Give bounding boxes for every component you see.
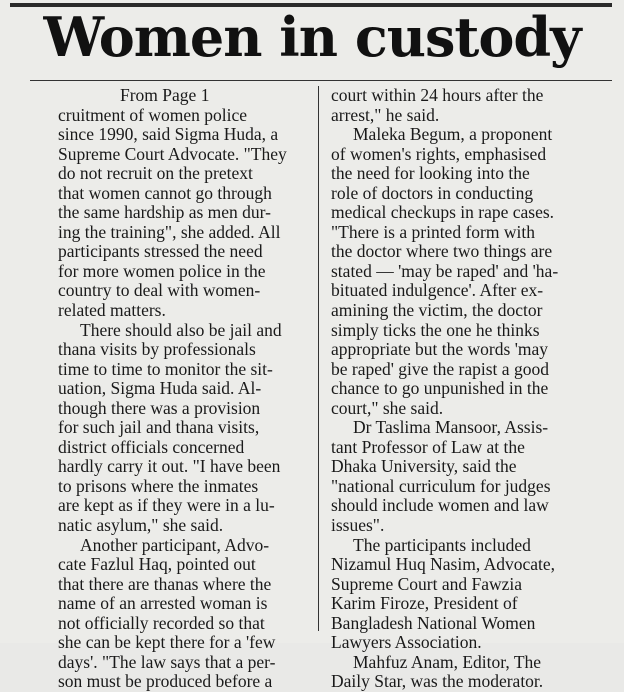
text-line: days'. "The law says that a per-	[58, 651, 276, 672]
text-line: Bangladesh National Women	[331, 612, 536, 633]
article-column-2	[331, 86, 603, 692]
headline: Women in custody	[43, 5, 581, 69]
text-line: she can be kept there for a 'few	[58, 632, 276, 653]
text-line: Daily Star, was the moderator.	[331, 671, 544, 692]
text-line: of women's rights, emphasised	[331, 143, 547, 164]
text-line: be raped' give the rapist a good	[331, 358, 549, 379]
text-line: cate Fazlul Haq, pointed out	[58, 554, 256, 575]
text-line: Another participant, Advo-	[80, 534, 270, 555]
text-line: Lawyers Association.	[331, 632, 482, 653]
text-line: Dr Taslima Mansoor, Assis-	[353, 417, 549, 438]
text-line: hardly carry it out. "I have been	[58, 456, 281, 477]
text-line: There should also be jail and	[80, 319, 282, 340]
text-line: Mahfuz Anam, Editor, The	[353, 651, 542, 672]
text-line: "There is a printed form with	[331, 221, 535, 242]
text-line: time to time to monitor the sit-	[58, 358, 273, 379]
text-line: appropriate but the words 'may	[331, 339, 548, 360]
text-line: thana visits by professionals	[58, 339, 256, 360]
text-line: do not recruit on the pretext	[58, 163, 253, 184]
text-line: for such jail and thana visits,	[58, 417, 260, 438]
text-line: not officially recorded so that	[58, 612, 265, 633]
text-line: should include women and law	[331, 495, 549, 516]
text-line: arrest," he said.	[331, 104, 440, 125]
text-line: name of an arrested woman is	[58, 593, 268, 614]
text-line: that women cannot go through	[58, 182, 272, 203]
text-line: uation, Sigma Huda said. Al-	[58, 378, 262, 399]
text-line: district officials concerned	[58, 436, 245, 457]
text-line: Supreme Court and Fawzia	[331, 573, 522, 594]
text-line: court," she said.	[331, 397, 444, 418]
text-line: Dhaka University, said the	[331, 456, 517, 477]
text-line: issues".	[331, 515, 385, 536]
text-line: participants stressed the need	[58, 241, 263, 262]
text-line: Maleka Begum, a proponent	[353, 124, 553, 145]
text-line: bituated indulgence'. After ex-	[331, 280, 544, 301]
text-line: are kept as if they were in a lu-	[58, 495, 275, 516]
text-line: the need for looking into the	[331, 163, 530, 184]
text-line: the doctor where two things are	[331, 241, 553, 262]
text-line: stated — 'may be raped' and 'ha-	[331, 260, 559, 281]
text-line: for more women police in the	[58, 260, 266, 281]
text-line: Karim Firoze, President of	[331, 593, 518, 614]
text-line: The participants included	[353, 534, 531, 555]
text-line: tant Professor of Law at the	[331, 436, 525, 457]
text-line: role of doctors in conducting	[331, 182, 534, 203]
text-line: simply ticks the one he thinks	[331, 319, 540, 340]
text-line: to prisons where the inmates	[58, 475, 259, 496]
text-line: related matters.	[58, 300, 166, 321]
text-line: medical checkups in rape cases.	[331, 202, 555, 223]
text-line: ing the training", she added. All	[58, 221, 281, 242]
text-line: Supreme Court Advocate. "They	[58, 143, 287, 164]
text-line: court within 24 hours after the	[331, 85, 544, 105]
headline-rule	[30, 80, 612, 81]
column-divider	[318, 86, 319, 631]
text-line: country to deal with women-	[58, 280, 261, 301]
text-line: cruitment of women police	[58, 104, 248, 125]
text-line: the same hardship as men dur-	[58, 202, 271, 223]
text-line: son must be produced before a	[58, 671, 273, 692]
text-line: Nizamul Huq Nasim, Advocate,	[331, 554, 556, 575]
text-line: amining the victim, the doctor	[331, 300, 543, 321]
text-line: since 1990, said Sigma Huda, a	[58, 124, 279, 145]
text-line: natic asylum," she said.	[58, 515, 224, 536]
text-line: chance to go unpunished in the	[331, 378, 549, 399]
article-column-1	[58, 86, 310, 692]
text-line: "national curriculum for judges	[331, 475, 551, 496]
page-jump-label: From Page 1	[120, 85, 210, 105]
text-line: that there are thanas where the	[58, 573, 272, 594]
text-line: though there was a provision	[58, 397, 261, 418]
